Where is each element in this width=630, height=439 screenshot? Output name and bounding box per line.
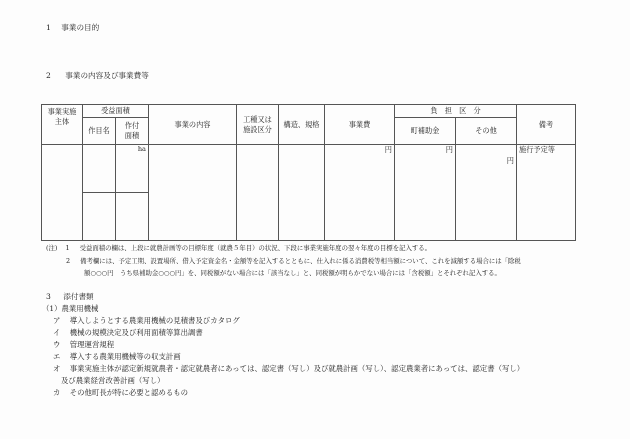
attachment-text-i: 機械の規模決定及び利用面積等算出調書 [69,328,203,337]
header-burden: 負 担 区 分 [395,105,517,118]
note-1-text: 受益面積の欄は、上段に就農計画等の目標年度（就農５年目）の状況、下段に事業実施年度の翌々年度の目標を記入する。 [79,244,432,252]
section-2-number: 2 [46,71,51,80]
cell-planted-area-upper[interactable]: ha [116,145,149,193]
cell-remarks[interactable]: 施行予定等 [517,145,576,241]
section-2-heading [46,70,149,81]
attachment-mark-a: ア [53,316,61,325]
cell-type[interactable] [237,145,279,241]
cell-town-subsidy[interactable]: 円 [395,145,456,241]
header-planted-area [116,118,149,145]
section-1-number: 1 [46,23,51,32]
header-entity-line1: 事業実施 [47,107,77,116]
attachment-mark-o: オ [53,364,61,373]
header-benefit-area: 受益面積 [83,105,149,118]
note-2-number: 2 [66,257,71,265]
attachment-text-e: 導入する農業用機械等の収支計画 [69,352,181,361]
attachment-mark-i: イ [53,328,61,337]
header-content: 事業の内容 [149,105,237,145]
cell-structure[interactable] [279,145,325,241]
header-structure: 構造、規格 [279,105,325,145]
attachment-text-o: 事業実施主体が認定新規就農者・認定就農者にあっては、認定書（写し）及び就農計画（写し）、認定農業者にあっては、認定書（写し） [69,364,525,373]
cell-crop-name-upper[interactable] [83,145,116,193]
cell-planted-area-lower[interactable] [116,193,149,241]
header-entity-line2: 主体 [54,116,70,126]
header-remarks: 備考 [517,105,576,145]
attachment-item-o-cont: 及び農業経営改善計画（写し） [61,376,165,385]
header-type-line1: 工種又は [243,114,272,124]
header-cost: 事業費 [325,105,395,145]
attachment-text-ka: その他町長が特に必要と認めるもの [69,388,189,397]
attachment-item-a [53,315,240,326]
header-town-subsidy: 町補助金 [395,118,456,145]
attachment-mark-u: ウ [53,340,61,349]
cell-cost[interactable]: 円 [325,145,395,241]
header-other: その他 [456,118,517,145]
header-type-line2: 施設区分 [243,124,272,134]
attachment-mark-e: エ [53,352,61,361]
header-crop-name: 作目名 [83,118,116,145]
header-planted-area-line2: 面積 [124,131,140,140]
attachment-text-u: 管理運営規程 [69,340,115,349]
section-1-heading [46,22,99,33]
note-2-cont: 額○○○円 うち県補助金○○○円」を、同税額がない場合には「該当なし」と、同税額が明らかでない場合には「含税額」とそれぞれ記入する。 [84,269,501,277]
cell-other[interactable]: 円 [456,145,517,241]
attachment-item-ka [53,387,188,398]
attachment-mark-ka: カ [53,388,61,397]
note-1-number: 1 [65,244,70,252]
attachment-item-u [53,339,114,350]
note-1 [46,243,431,252]
section-2-title: 事業の内容及び事業費等 [65,71,149,80]
note-label: (注) [46,244,58,252]
section-3-heading [46,291,94,302]
section-3-title: 添付書類 [63,292,94,301]
attachment-item-e [53,351,181,362]
section-1-title: 事業の目的 [61,23,100,32]
note-2-text-line1: 備考欄には、予定工期、設置場所、借入予定資金名・金額等を記入するとともに、仕入れに係る消費税等相当額について、これを減額する場合には「除税 [80,257,521,265]
attachment-text-a: 導入しようとする農業用機械の見積書及びカタログ [69,316,240,325]
project-cost-table [41,104,576,241]
attachment-item-o [53,363,524,374]
cell-crop-name-lower[interactable] [83,193,116,241]
section-3-number: 3 [46,292,51,301]
cell-content[interactable] [149,145,237,241]
attachment-subheading: （1）農業用機械 [42,304,99,313]
header-planted-area-line1: 作付 [124,121,140,131]
attachment-item-i [53,327,203,338]
header-entity [42,105,83,145]
header-type [237,105,279,145]
cell-entity[interactable] [42,145,83,241]
note-2 [66,256,521,265]
